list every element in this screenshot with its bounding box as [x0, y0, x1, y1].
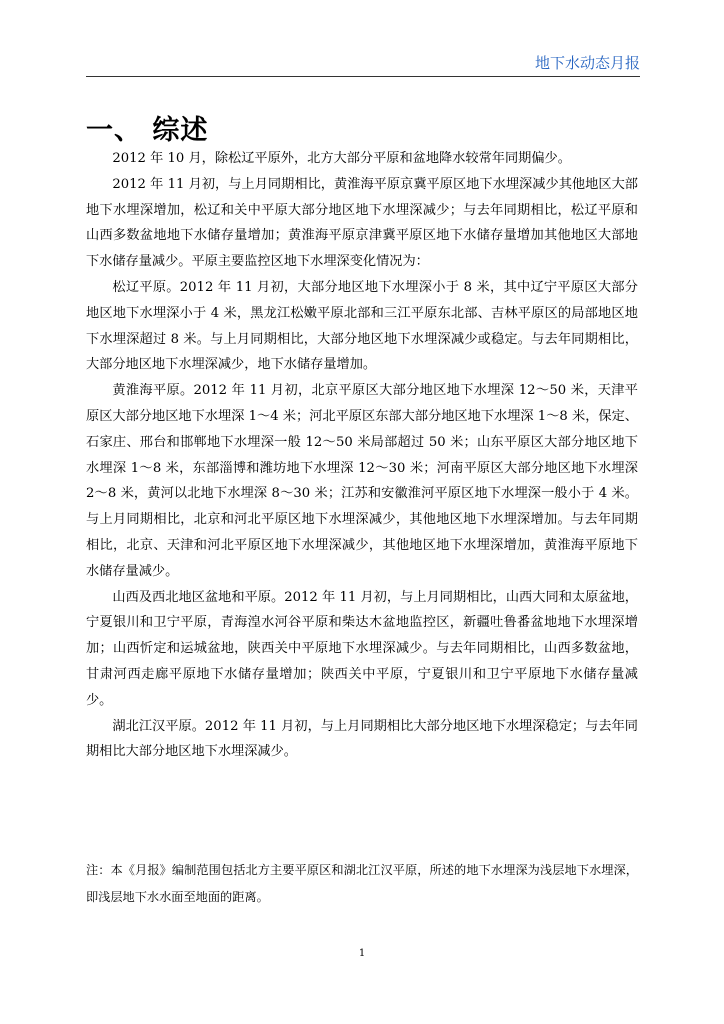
- footnote: 注：本《月报》编制范围包括北方主要平原区和湖北江汉平原，所述的地下水埋深为浅层地下水埋深，即浅层地下水水面至地面的距离。: [86, 863, 638, 904]
- paragraph: 黄淮海平原。2012 年 11 月初，北京平原区大部分地区地下水埋深 12～50 米，天津平原区大部分地区地下水埋深 1～4 米；河北平原区东部大部分地区地下水埋深 1～8 米，保定、石家庄、邢台和邯郸地下水埋深一般 12～50 米局部超过 50 米；山东平原区大部分地区地下水埋深 1～8 米，东部淄博和潍坊地下水埋深 12～30 米；河南平原区大部分地区地下水埋深 2～8 米，黄河以北地下水埋深 8～30 米；江苏和安徽淮河平原区地下水埋深一般小于 4 米。与上月同期相比，北京和河北平原区地下水埋深减少，其他地区地下水埋深增加。与去年同期相比，北京、天津和河北平原区地下水埋深减少，其他地区地下水埋深增加，黄淮海平原地下水储存量减少。: [86, 383, 638, 579]
- body-text: [86, 146, 638, 765]
- paragraph: 2012 年 11 月初，与上月同期相比，黄淮海平原京冀平原区地下水埋深减少其他地区大部地下水埋深增加，松辽和关中平原大部分地区地下水埋深减少；与去年同期相比，松辽平原和山西多数盆地地下水储存量增加；黄淮海平原京津冀平原区地下水储存量增加其他地区大部地下水储存量减少。平原主要监控区地下水埋深变化情况为：: [86, 176, 638, 270]
- paragraph: 山西及西北地区盆地和平原。2012 年 11 月初，与上月同期相比，山西大同和太原盆地，宁夏银川和卫宁平原，青海湟水河谷平原和柴达木盆地监控区，新疆吐鲁番盆地地下水埋深增加；山西忻定和运城盆地，陕西关中平原地下水埋深减少。与去年同期相比，山西多数盆地，甘肃河西走廊平原地下水储存量增加；陕西关中平原，宁夏银川和卫宁平原地下水储存量减少。: [86, 589, 638, 708]
- paragraph: 湖北江汉平原。2012 年 11 月初，与上月同期相比大部分地区地下水埋深稳定；与去年同期相比大部分地区地下水埋深减少。: [86, 718, 638, 760]
- header-divider: [86, 76, 640, 77]
- page-number: 1: [358, 948, 366, 959]
- paragraph: 2012 年 10 月，除松辽平原外，北方大部分平原和盆地降水较常年同期偏少。: [112, 151, 571, 166]
- running-header-title: 地下水动态月报: [534, 54, 640, 72]
- section-heading: 一、 综述: [86, 115, 209, 147]
- paragraph: 松辽平原。2012 年 11 月初，大部分地区地下水埋深小于 8 米，其中辽宁平原区大部分地区地下水埋深小于 4 米，黑龙江松嫩平原北部和三江平原东北部、吉林平原区的局部地区地下水埋深超过 8 米。与上月同期相比，大部分地区地下水埋深减少或稳定。与去年同期相比，大部分地区地下水埋深减少，地下水储存量增加。: [86, 279, 638, 373]
